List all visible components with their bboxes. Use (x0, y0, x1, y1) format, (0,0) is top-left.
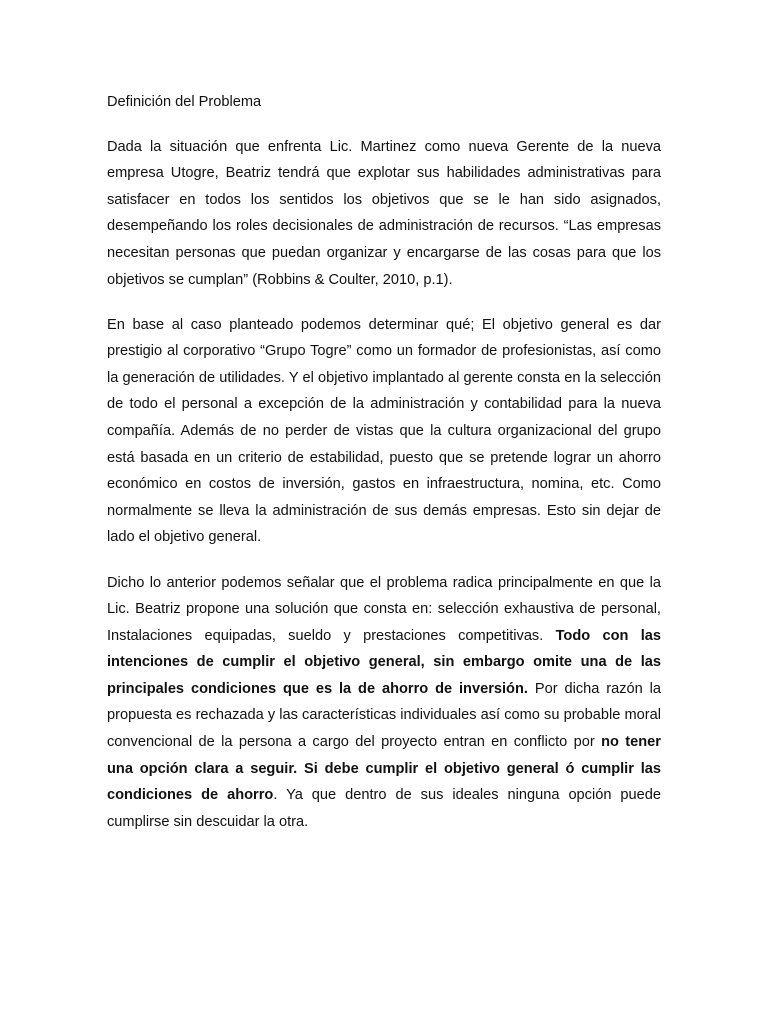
paragraph-3-bold-b: no tener una opción clara a seguir. Si debe cumplir el objetivo general ó cumplir las condiciones de ahorro (107, 734, 661, 804)
paragraph-3 (107, 570, 661, 836)
paragraph-3-text-b: Por dicha razón la propuesta es rechazada y las características individuales así como su probable moral convencional de la persona a cargo del proyecto entran en conflicto por (107, 680, 662, 751)
document-body (107, 89, 661, 854)
paragraph-3-text-c: . Ya que dentro de sus ideales ninguna opción puede cumplirse sin descuidar la otra. (107, 787, 661, 830)
section-heading: Definición del Problema (107, 94, 262, 110)
paragraph-1: Dada la situación que enfrenta Lic. Martinez como nueva Gerente de la nueva empresa Utogre, Beatriz tendrá que explotar sus habilidades administrativas para satisfacer en todos los sentidos los objetivos que se le han sido asignados, desempeñando los roles decisionales de administración de recursos. “Las empresas necesitan personas que puedan organizar y encargarse de las cosas para que los objetivos se cumplan” (Robbins & Coulter, 2010, p.1). (107, 138, 661, 288)
paragraph-3-text-a: Dicho lo anterior podemos señalar que el problema radica principalmente en que la Lic. Beatriz propone una solución que consta en: selección exhaustiva de personal, Instalaciones equipadas, sueldo y prestaciones competitivas. (107, 574, 661, 644)
paragraph-2: En base al caso planteado podemos determinar qué; El objetivo general es dar prestigio al corporativo “Grupo Togre” como un formador de profesionistas, así como la generación de utilidades. Y el objetivo implantado al gerente consta en la selección de todo el personal a excepción de la administración y contabilidad para la nueva compañía. Además de no perder de vistas que la cultura organizacional del grupo está basada en un criterio de estabilidad, puesto que se pretende lograr un ahorro económico en costos de inversión, gastos en infraestructura, nomina, etc. Como normalmente se lleva la administración de sus demás empresas. Esto sin dejar de lado el objetivo general. (107, 316, 661, 546)
paragraph-3-bold-a: Todo con las intenciones de cumplir el objetivo general, sin embargo omite una de las principales condiciones que es la de ahorro de inversión. (107, 627, 661, 697)
